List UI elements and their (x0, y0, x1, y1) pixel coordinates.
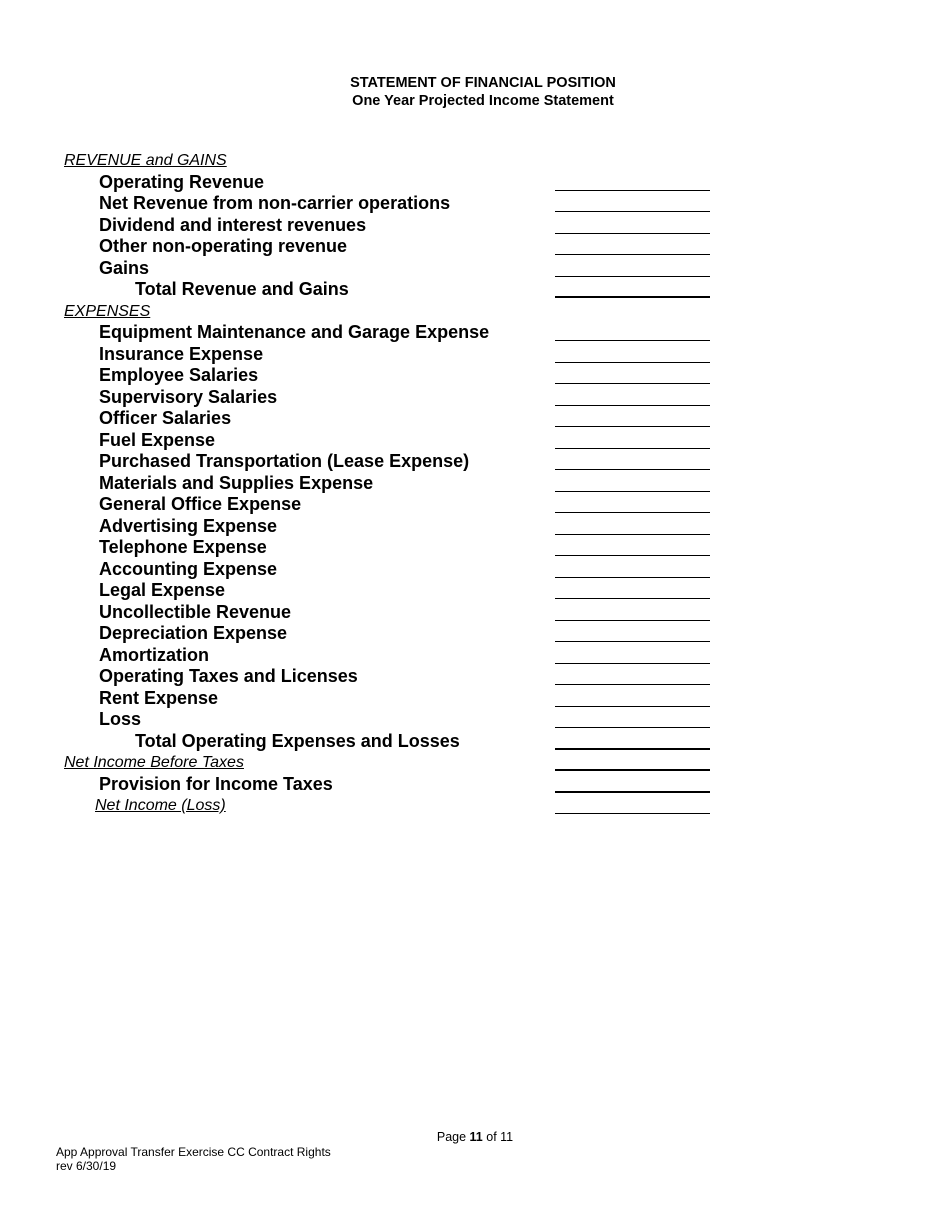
amount-blank-line[interactable] (555, 791, 710, 793)
page-prefix: Page (436, 1130, 470, 1144)
amount-blank-line[interactable] (555, 233, 710, 234)
income-statement-lines (0, 150, 950, 817)
statement-line (0, 322, 950, 344)
line-item-label: Fuel Expense (99, 429, 216, 450)
line-item-label: Loss (99, 709, 142, 729)
statement-line (0, 494, 950, 516)
line-item-label: Accounting Expense (99, 558, 278, 579)
line-item-label: Supervisory Salaries (99, 386, 278, 407)
line-item-label: Net Revenue from non-carrier operations (99, 193, 451, 213)
document-title: STATEMENT OF FINANCIAL POSITION (350, 75, 616, 91)
statement-line (0, 387, 950, 409)
amount-blank-line[interactable] (555, 405, 710, 406)
statement-line (0, 473, 950, 495)
statement-line (0, 537, 950, 559)
line-item-label: Gains (99, 257, 150, 278)
statement-line (0, 279, 950, 301)
amount-blank-line[interactable] (555, 727, 710, 728)
line-item-label: Advertising Expense (99, 515, 278, 536)
line-item-label: Other non-operating revenue (99, 236, 348, 256)
statement-line (0, 365, 950, 387)
statement-line (0, 301, 950, 323)
statement-line (0, 150, 950, 172)
form-name: App Approval Transfer Exercise CC Contract Rights (56, 1145, 331, 1159)
line-item-label: General Office Expense (99, 494, 302, 514)
line-item-label: Total Revenue and Gains (135, 279, 349, 299)
amount-blank-line[interactable] (555, 340, 710, 341)
amount-blank-line[interactable] (555, 448, 710, 449)
line-item-label: Uncollectible Revenue (99, 601, 292, 622)
statement-line (0, 752, 950, 774)
document-header (0, 74, 950, 110)
statement-line (0, 666, 950, 688)
line-item-label: Materials and Supplies Expense (99, 472, 374, 493)
amount-blank-line[interactable] (555, 534, 710, 535)
line-item-label: Amortization (99, 644, 209, 665)
line-item-label: Depreciation Expense (99, 623, 288, 643)
statement-line (0, 215, 950, 237)
line-item-label: Operating Revenue (99, 171, 265, 192)
statement-line (0, 430, 950, 452)
amount-blank-line[interactable] (555, 362, 710, 363)
section-heading: EXPENSES (64, 302, 151, 320)
page-number: 11 (469, 1130, 483, 1144)
statement-line (0, 451, 950, 473)
amount-blank-line[interactable] (555, 296, 710, 298)
line-item-label: Purchased Transportation (Lease Expense) (99, 451, 470, 471)
statement-line (0, 645, 950, 667)
line-item-label: Equipment Maintenance and Garage Expense (99, 322, 490, 342)
amount-blank-line[interactable] (555, 663, 710, 664)
amount-blank-line[interactable] (555, 769, 710, 771)
amount-blank-line[interactable] (555, 254, 710, 255)
amount-blank-line[interactable] (555, 813, 710, 814)
amount-blank-line[interactable] (555, 577, 710, 578)
statement-line (0, 602, 950, 624)
line-item-label: Insurance Expense (99, 343, 264, 364)
amount-blank-line[interactable] (555, 555, 710, 556)
amount-blank-line[interactable] (555, 748, 710, 750)
amount-blank-line[interactable] (555, 512, 710, 513)
statement-line (0, 559, 950, 581)
statement-line (0, 623, 950, 645)
statement-line (0, 193, 950, 215)
line-item-label: Officer Salaries (99, 408, 232, 428)
statement-line (0, 172, 950, 194)
page-total: 11 (500, 1130, 514, 1144)
amount-blank-line[interactable] (555, 469, 710, 470)
section-heading: Net Income (Loss) (95, 797, 226, 814)
form-footer (56, 1145, 331, 1173)
amount-blank-line[interactable] (555, 684, 710, 685)
line-item-label: Legal Expense (99, 580, 226, 600)
page-mid: of (482, 1130, 501, 1144)
amount-blank-line[interactable] (555, 491, 710, 492)
amount-blank-line[interactable] (555, 706, 710, 707)
amount-blank-line[interactable] (555, 620, 710, 621)
section-heading: Net Income Before Taxes (64, 754, 244, 771)
statement-line (0, 236, 950, 258)
statement-line (0, 516, 950, 538)
section-heading: REVENUE and GAINS (64, 152, 227, 169)
statement-line (0, 774, 950, 796)
line-item-label: Provision for Income Taxes (99, 773, 333, 794)
amount-blank-line[interactable] (555, 641, 710, 642)
line-item-label: Employee Salaries (99, 365, 259, 385)
amount-blank-line[interactable] (555, 211, 710, 212)
line-item-label: Operating Taxes and Licenses (99, 666, 358, 686)
statement-line (0, 344, 950, 366)
line-item-label: Total Operating Expenses and Losses (135, 730, 460, 751)
statement-line (0, 408, 950, 430)
statement-line (0, 795, 950, 817)
line-item-label: Telephone Expense (99, 537, 267, 557)
statement-line (0, 580, 950, 602)
page-indicator (0, 1130, 950, 1144)
document-subtitle: One Year Projected Income Statement (352, 93, 614, 109)
statement-line (0, 258, 950, 280)
amount-blank-line[interactable] (555, 190, 710, 191)
line-item-label: Rent Expense (99, 687, 219, 708)
amount-blank-line[interactable] (555, 276, 710, 277)
line-item-label: Dividend and interest revenues (99, 214, 367, 235)
amount-blank-line[interactable] (555, 426, 710, 427)
statement-line (0, 731, 950, 753)
statement-line (0, 688, 950, 710)
amount-blank-line[interactable] (555, 598, 710, 599)
statement-line (0, 709, 950, 731)
amount-blank-line[interactable] (555, 383, 710, 384)
form-revision: rev 6/30/19 (56, 1159, 117, 1173)
